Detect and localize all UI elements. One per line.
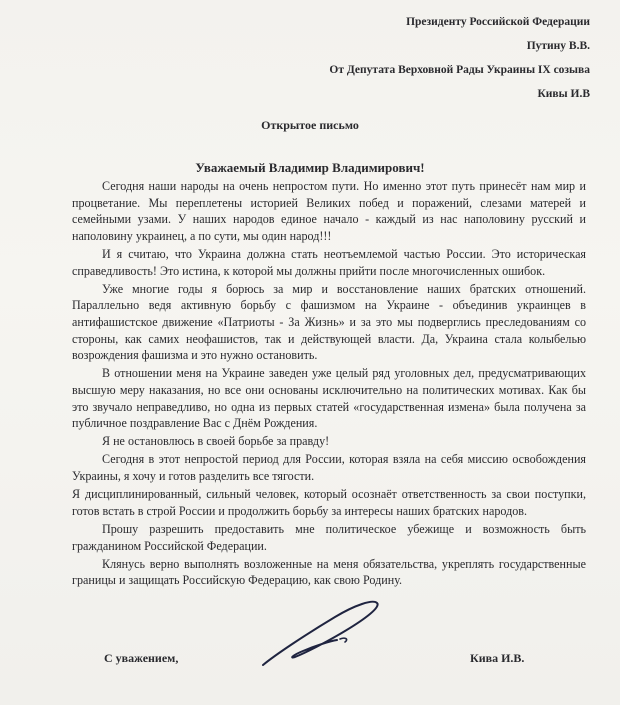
addressee-block <box>329 10 590 106</box>
paragraph: В отношении меня на Украине заведен уже целый ряд уголовных дел, предусматривающих высшую меру наказания, но все они основаны исключительно на политических мотивах. Как бы это звучало неправедливо, но одна из первых статей «государственная измена» была получена за публичное поздравление Вас с Днём Рождения. <box>72 366 586 431</box>
paragraph: И я считаю, что Украина должна стать неотъемлемой частью России. Это историческая справедливость! Это истина, к которой мы должны прийти после многочисленных ошибок. <box>72 246 586 278</box>
paragraph: Сегодня наши народы на очень непростом пути. Но именно этот путь принесёт нам мир и процветание. Мы переплетены историей Великих побед и поражений, слезами матерей и семейными узами. У наших народов единое начало - каждый из нас наполовину русский и наполовину украинец, а по сути, мы один народ!!! <box>72 179 586 243</box>
signer-name: Кива И.В. <box>470 651 525 665</box>
paragraph: Клянусь верно выполнять возложенные на меня обязательства, укреплять государственные границы и защищать Российскую Федерацию, как свою Родину. <box>72 556 586 588</box>
letter-title: Открытое письмо <box>261 118 359 132</box>
letter-body <box>72 178 586 591</box>
addressee-line-1: Президенту Российской Федерации <box>406 16 590 28</box>
addressee-line-2: Путину В.В. <box>526 40 590 52</box>
sender-line-2: Кивы И.В <box>537 88 590 100</box>
paragraph: Я не остановлюсь в своей борьбе за правду! <box>102 434 330 449</box>
closing: С уважением, <box>104 651 179 665</box>
paragraph: Я дисциплинированный, сильный человек, который осознаёт ответственность за свои поступки, готов встать в строй России и продолжить борьбу за интересы наших братских народов. <box>72 487 586 518</box>
paragraph: Уже многие годы я борюсь за мир и восстановление наших братских отношений. Параллельно ведя активную борьбу с фашизмом на Украине - объединив украинцев в антифашистское движение «Патриоты - За Жизнь» и за это мы подверглись преследованиям со стороны, как самих неофашистов, так и действующей власти. Да, Украина стала колыбелью возрождения фашизма и это нужно остановить. <box>72 281 586 363</box>
signature-icon <box>245 595 395 675</box>
paragraph: Сегодня в этот непростой период для России, которая взяла на себя миссию освобождения Украины, я хочу и готов разделить все тягости. <box>72 452 586 484</box>
greeting: Уважаемый Владимир Владимирович! <box>195 160 425 175</box>
paragraph: Прошу разрешить предоставить мне политическое убежище и возможность быть гражданином Российской Федерации. <box>72 522 586 553</box>
sender-line-1: От Депутата Верховной Рады Украины IX созыва <box>329 64 590 76</box>
